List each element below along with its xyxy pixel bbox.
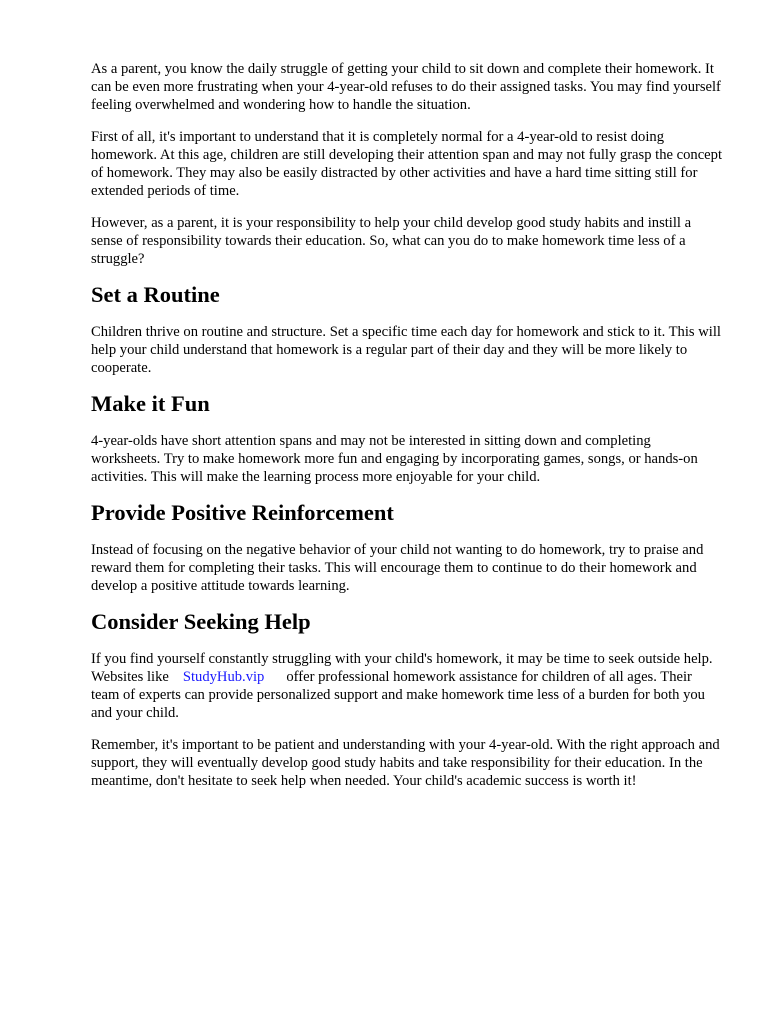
section-body-set-a-routine: Children thrive on routine and structure. Set a specific time each day for homework and stick to it. This will help your child understand that homework is a regular part of their day and they will be more likely to cooperate. [91, 324, 721, 376]
section-heading-positive-reinforcement: Provide Positive Reinforcement [91, 500, 394, 525]
seeking-help-text-after-link: offer professional homework assistance for children of all ages. Their team of experts can provide personalized support and make homework time less of a burden for both you and your child. [91, 669, 705, 721]
section-heading-set-a-routine: Set a Routine [91, 282, 220, 307]
section-body-make-it-fun: 4-year-olds have short attention spans and may not be interested in sitting down and completing worksheets. Try to make homework more fun and engaging by incorporating games, songs, or hands-on activities. This will make the learning process more enjoyable for your child. [91, 433, 698, 485]
closing-paragraph: Remember, it's important to be patient and understanding with your 4-year-old. With the right approach and support, they will eventually develop good study habits and take responsibility for their education. In the meantime, don't hesitate to seek help when needed. Your child's academic success is worth it! [91, 737, 720, 789]
section-heading-seeking-help: Consider Seeking Help [91, 609, 311, 634]
intro-paragraph-2: First of all, it's important to understand that it is completely normal for a 4-year-old to resist doing homework. At this age, children are still developing their attention span and may not fully grasp the concept of homework. They may also be easily distracted by other activities and have a hard time sitting still for extended periods of time. [91, 129, 723, 199]
studyhub-link[interactable]: StudyHub.vip [182, 669, 265, 685]
seeking-help-text-before-link: If you find yourself constantly struggling with your child's homework, it may be time to seek outside help. Websites like [91, 651, 713, 685]
section-body-seeking-help [91, 650, 723, 722]
intro-paragraph-1: As a parent, you know the daily struggle of getting your child to sit down and complete their homework. It can be even more frustrating when your 4-year-old refuses to do their assigned tasks. You may find yourself feeling overwhelmed and wondering how to handle the situation. [91, 61, 721, 113]
intro-paragraph-3: However, as a parent, it is your responsibility to help your child develop good study habits and instill a sense of responsibility towards their education. So, what can you do to make homework time less of a struggle? [91, 215, 692, 267]
section-body-positive-reinforcement: Instead of focusing on the negative behavior of your child not wanting to do homework, try to praise and reward them for completing their tasks. This will encourage them to continue to do their homework and develop a positive attitude towards learning. [91, 542, 704, 594]
section-heading-make-it-fun: Make it Fun [91, 391, 210, 416]
document-page [91, 60, 723, 804]
